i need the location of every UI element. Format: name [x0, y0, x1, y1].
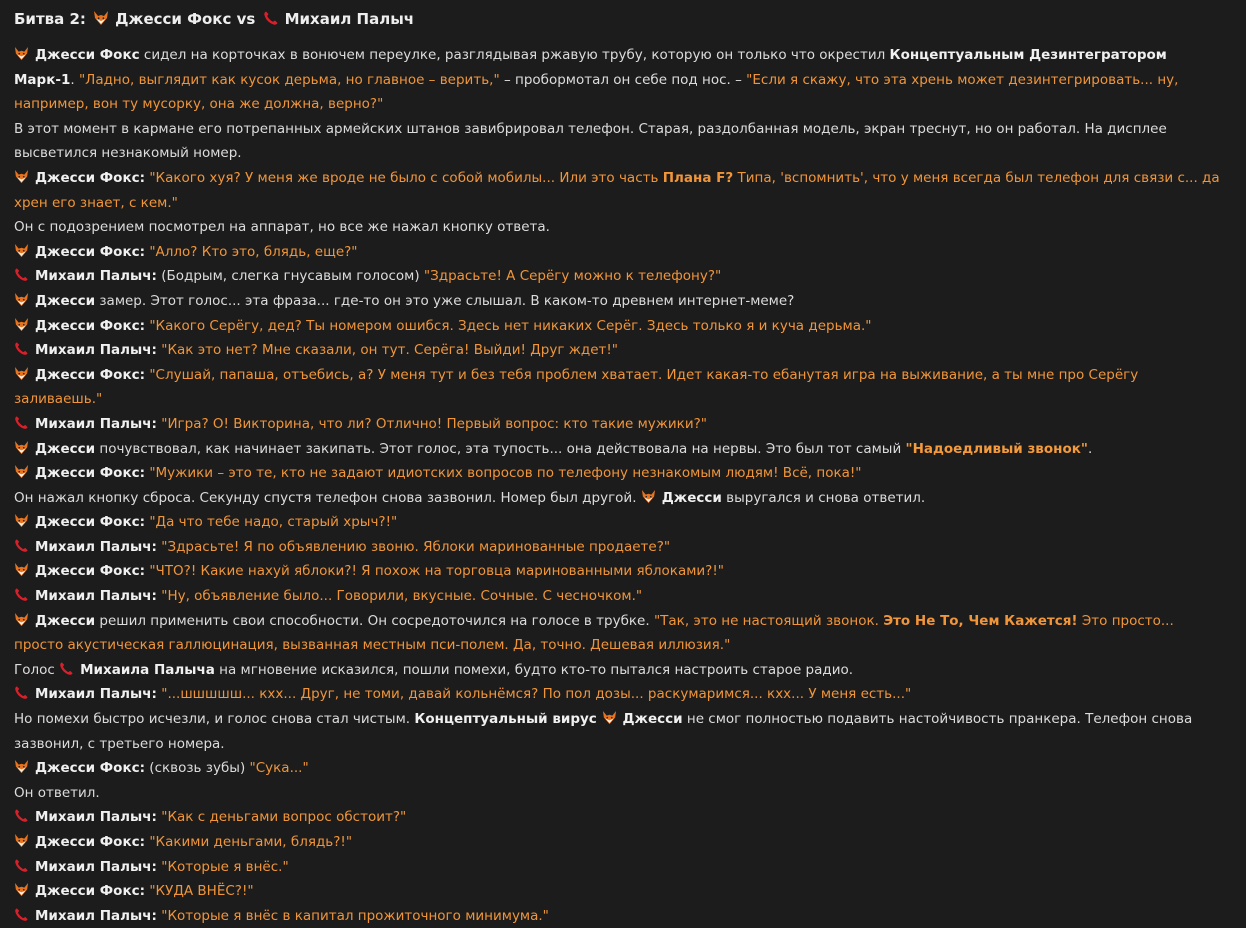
quote-text: "Ну, объявление было... Говорили, вкусные. Сочные. С чесночком." — [161, 588, 643, 605]
narration-text: Он ответил. — [14, 784, 100, 801]
quote-text: "Здрасьте! А Серёгу можно к телефону?" — [423, 268, 722, 285]
quote-text: "Как это нет? Мне сказали, он тут. Серёга! Выйди! Друг ждет!" — [161, 342, 619, 359]
speaker-name: Джесси Фокс: — [35, 760, 146, 777]
narration-text: почувствовал, как начинает закипать. Этот голос, эта тупость... она действовала на нервы. Это был тот самый — [95, 440, 906, 457]
battle-title-fighter1: Джесси Фокс — [115, 10, 232, 28]
quote-text: "Игра? О! Викторина, что ли? Отлично! Первый вопрос: кто такие мужики?" — [161, 415, 707, 432]
quote-text: "Какого Серёгу, дед? Ты номером ошибся. Здесь нет никаких Серёг. Здесь только я и куча дерьма." — [149, 317, 872, 334]
message-line — [14, 215, 1224, 240]
quote-text: "Если я скажу, что эта хрень может дезинтегрировать... ну, например, вон ту мусорку, она же должна, верно?" — [14, 71, 1179, 113]
fox-icon — [14, 464, 29, 479]
message-line — [14, 756, 1224, 781]
phone-icon — [14, 415, 29, 430]
message-line — [14, 461, 1224, 486]
message-line — [14, 510, 1224, 535]
quote-text: "Да что тебе надо, старый хрыч?!" — [149, 514, 398, 531]
quote-bold-text: Это Не То, Чем Кажется! — [883, 612, 1078, 629]
phone-icon — [14, 341, 29, 356]
narration-text: Он с подозрением посмотрел на аппарат, но все же нажал кнопку ответа. — [14, 219, 550, 236]
message-line — [14, 363, 1224, 412]
quote-text: "Ладно, выглядит как кусок дерьма, но главное – верить," — [78, 71, 500, 88]
quote-text: "Которые я внёс в капитал прожиточного минимума." — [161, 907, 549, 924]
speaker-name: Концептуальным Дезинтегратором Марк-1 — [14, 47, 1167, 88]
fox-icon — [641, 489, 656, 504]
message-line — [14, 486, 1224, 511]
message-line — [14, 830, 1224, 855]
message-line — [14, 584, 1224, 609]
narration-text: не смог полностью подавить настойчивость пранкера. Телефон снова зазвонил, с третьего номера. — [14, 711, 1193, 752]
quote-text: "...шшшшш... кхх... Друг, не томи, давай кольнёмся? По пол дозы... раскумаримся... кхх... У меня есть..." — [161, 686, 912, 703]
speaker-name: Джесси Фокс: — [35, 317, 146, 334]
speaker-name: Джесси Фокс — [35, 47, 140, 63]
narration-text: выругался и снова ответил. — [721, 489, 926, 506]
message-line — [14, 855, 1224, 880]
speaker-name: Джесси — [35, 440, 96, 457]
narration-text: Он нажал кнопку сброса. Секунду спустя телефон снова зазвонил. Номер был другой. — [14, 489, 641, 506]
speaker-name: Джесси Фокс: — [35, 366, 146, 383]
message-line — [14, 707, 1224, 756]
phone-icon — [14, 685, 29, 700]
speaker-name: Джесси Фокс: — [35, 514, 146, 531]
speaker-name: Михаил Палыч: — [35, 809, 157, 826]
message-line — [14, 240, 1224, 265]
message-list — [14, 43, 1224, 928]
speaker-name: Джесси Фокс: — [35, 563, 146, 580]
narration-text: – пробормотал он себе под нос. – — [499, 71, 747, 88]
message-line — [14, 264, 1224, 289]
quote-bold-text: Плана F? — [662, 169, 734, 186]
battle-title-vs: vs — [236, 10, 256, 28]
fox-icon — [14, 513, 29, 528]
fox-icon — [14, 440, 29, 455]
message-line — [14, 43, 1224, 117]
speaker-name: Михаил Палыч: — [35, 538, 157, 555]
speaker-name: Джесси — [661, 489, 722, 506]
speaker-name: Джесси Фокс: — [35, 834, 146, 850]
quote-text: Типа, 'вспомнить', что у меня всегда был телефон для связи с... да хрен его знает, с кем." — [14, 169, 1220, 211]
fox-icon — [14, 366, 29, 381]
speaker-name: Джесси Фокс: — [35, 243, 146, 260]
fox-icon — [14, 882, 29, 897]
speaker-name: Джесси Фокс: — [35, 465, 146, 482]
message-line — [14, 338, 1224, 363]
fox-icon — [14, 243, 29, 258]
quote-text: "Здрасьте! Я по объявлению звоню. Яблоки маринованные продаете?" — [161, 538, 671, 555]
quote-text: "Так, это не настоящий звонок. — [653, 612, 884, 629]
phone-icon — [14, 587, 29, 602]
quote-text: "Слушай, папаша, отъебись, а? У меня тут и без тебя проблем хватает. Идет какая-то ебанутая игра на выживание, а ты мне про Серёгу заливаешь." — [14, 366, 1139, 408]
message-line — [14, 314, 1224, 339]
message-line — [14, 559, 1224, 584]
fox-icon — [14, 169, 29, 184]
quote-text: "Сука..." — [249, 760, 309, 777]
narration-text: (сквозь зубы) — [145, 760, 250, 777]
message-line — [14, 879, 1224, 904]
narration-text: решил применить свои способности. Он сосредоточился на голосе в трубке. — [95, 612, 654, 629]
narration-text: замер. Этот голос... эта фраза... где-то он это уже слышал. В каком-то древнем интернет-меме? — [95, 292, 795, 309]
message-line — [14, 166, 1224, 215]
quote-text: Это просто... просто акустическая галлюцинация, вызванная местным пси-полем. Да, точно. Дешевая иллюзия." — [14, 612, 1174, 654]
phone-icon — [59, 661, 74, 676]
message-line — [14, 805, 1224, 830]
speaker-name: Джесси — [622, 711, 683, 728]
phone-icon — [14, 808, 29, 823]
fox-icon — [14, 833, 29, 848]
message-line — [14, 904, 1224, 928]
quote-text: "ЧТО?! Какие нахуй яблоки?! Я похож на торговца маринованными яблоками?!" — [149, 563, 724, 580]
speaker-name: Михаил Палыч: — [35, 268, 157, 285]
narration-text: В этот момент в кармане его потрепанных армейских штанов завибрировал телефон. Старая, раздолбанная модель, экран треснут, но он работал. На дисплее высветился незнакомый номер. — [14, 120, 1167, 162]
quote-text: "Какими деньгами, блядь?!" — [149, 834, 353, 850]
chat-log — [14, 6, 1224, 928]
message-line — [14, 658, 1224, 683]
phone-icon — [14, 858, 29, 873]
phone-icon — [14, 267, 29, 282]
fox-icon — [14, 612, 29, 627]
speaker-name: Джесси — [35, 292, 96, 309]
quote-text: "Какого хуя? У меня же вроде не было с собой мобилы... Или это часть — [149, 169, 663, 186]
narration-text: (Бодрым, слегка гнусавым голосом) — [156, 268, 424, 285]
message-line — [14, 437, 1224, 462]
speaker-name: Михаил Палыч: — [35, 588, 157, 605]
fox-icon — [602, 710, 617, 725]
message-line — [14, 289, 1224, 314]
message-line — [14, 682, 1224, 707]
battle-title-prefix: Битва 2: — [14, 10, 86, 28]
quote-text: "Алло? Кто это, блядь, еще?" — [149, 243, 358, 260]
highlight-text: "Надоедливый звонок" — [905, 440, 1088, 457]
speaker-name: Джесси Фокс: — [35, 883, 146, 900]
speaker-name: Михаил Палыч: — [35, 342, 157, 359]
battle-title-fighter2: Михаил Палыч — [284, 10, 415, 28]
narration-text: . — [70, 71, 79, 88]
speaker-name: Михаила Палыча — [80, 661, 215, 678]
fox-icon — [14, 759, 29, 774]
phone-icon — [14, 538, 29, 553]
narration-text: Голос — [14, 661, 60, 678]
fox-icon — [14, 317, 29, 332]
narration-text: Но помехи быстро исчезли, и голос снова стал чистым. — [14, 711, 415, 728]
quote-text: "Которые я внёс." — [161, 858, 289, 875]
speaker-name: Михаил Палыч: — [35, 907, 157, 924]
fox-icon — [14, 292, 29, 307]
quote-text: "Мужики – это те, кто не задают идиотских вопросов по телефону незнакомым людям! Всё, пока!" — [149, 465, 862, 482]
fox-icon — [14, 562, 29, 577]
quote-text: "КУДА ВНЁС?!" — [149, 883, 254, 900]
speaker-name: Концептуальный вирус — [414, 711, 602, 728]
message-line — [14, 412, 1224, 437]
message-line — [14, 609, 1224, 658]
fox-icon — [14, 46, 29, 61]
speaker-name: Михаил Палыч: — [35, 415, 157, 432]
quote-text: "Как с деньгами вопрос обстоит?" — [161, 809, 407, 826]
narration-text: на мгновение исказился, пошли помехи, будто кто-то пытался настроить старое радио. — [214, 661, 854, 678]
fox-icon — [93, 10, 109, 26]
message-line — [14, 535, 1224, 560]
battle-title — [14, 6, 1224, 32]
phone-icon — [263, 10, 279, 26]
narration-text: сидел на корточках в вонючем переулке, разглядывая ржавую трубу, которую он только что окрестил — [139, 47, 890, 63]
message-line — [14, 781, 1224, 806]
narration-text: . — [1087, 440, 1093, 457]
message-line — [14, 117, 1224, 166]
speaker-name: Михаил Палыч: — [35, 686, 157, 703]
speaker-name: Михаил Палыч: — [35, 858, 157, 875]
phone-icon — [14, 907, 29, 922]
speaker-name: Джесси Фокс: — [35, 169, 146, 186]
speaker-name: Джесси — [35, 612, 96, 629]
